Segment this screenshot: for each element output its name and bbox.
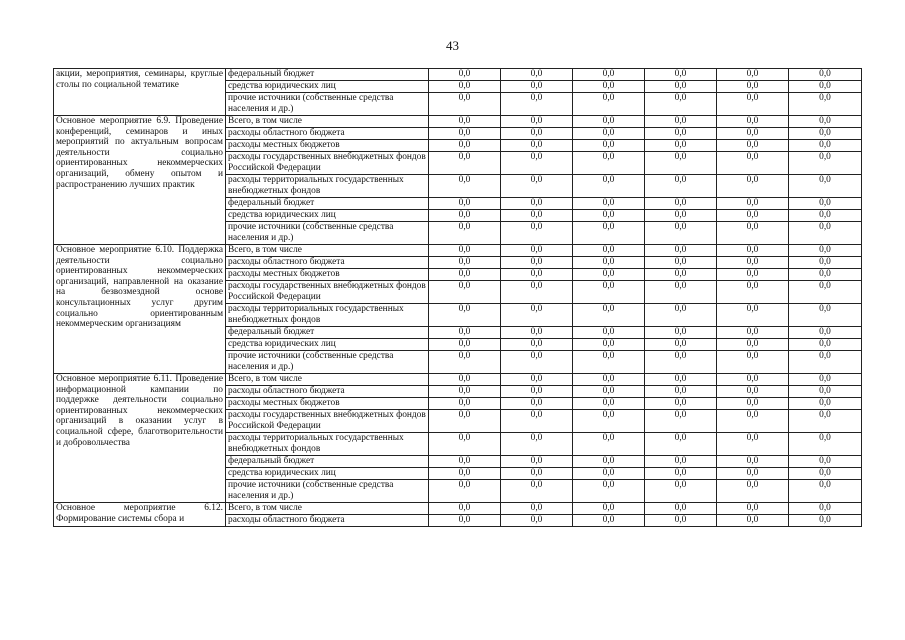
funding-source-other: прочие источники (собственные средства населения и др.) bbox=[226, 351, 429, 374]
amount-cell: 0,0 bbox=[645, 433, 717, 456]
amount-cell: 0,0 bbox=[789, 128, 862, 140]
activity-description: акции, мероприятия, семинары, круглые столы по социальной тематике bbox=[54, 69, 226, 116]
amount-cell: 0,0 bbox=[645, 257, 717, 269]
amount-cell: 0,0 bbox=[573, 398, 645, 410]
amount-cell: 0,0 bbox=[573, 245, 645, 257]
amount-cell: 0,0 bbox=[645, 152, 717, 175]
amount-cell: 0,0 bbox=[645, 93, 717, 116]
amount-cell: 0,0 bbox=[573, 269, 645, 281]
amount-cell: 0,0 bbox=[717, 81, 789, 93]
funding-source-federal: федеральный бюджет bbox=[226, 327, 429, 339]
amount-cell: 0,0 bbox=[501, 374, 573, 386]
amount-cell: 0,0 bbox=[429, 468, 501, 480]
amount-cell: 0,0 bbox=[573, 304, 645, 327]
amount-cell: 0,0 bbox=[429, 456, 501, 468]
amount-cell: 0,0 bbox=[789, 515, 862, 527]
amount-cell: 0,0 bbox=[573, 433, 645, 456]
amount-cell: 0,0 bbox=[429, 210, 501, 222]
amount-cell: 0,0 bbox=[789, 140, 862, 152]
amount-cell: 0,0 bbox=[573, 374, 645, 386]
amount-cell: 0,0 bbox=[501, 351, 573, 374]
funding-source-federal: федеральный бюджет bbox=[226, 69, 429, 81]
amount-cell: 0,0 bbox=[501, 198, 573, 210]
amount-cell: 0,0 bbox=[645, 304, 717, 327]
amount-cell: 0,0 bbox=[501, 245, 573, 257]
amount-cell: 0,0 bbox=[429, 93, 501, 116]
amount-cell: 0,0 bbox=[429, 81, 501, 93]
amount-cell: 0,0 bbox=[645, 351, 717, 374]
funding-source-local: расходы местных бюджетов bbox=[226, 140, 429, 152]
amount-cell: 0,0 bbox=[789, 304, 862, 327]
amount-cell: 0,0 bbox=[501, 257, 573, 269]
funding-source-legal: средства юридических лиц bbox=[226, 210, 429, 222]
amount-cell: 0,0 bbox=[717, 374, 789, 386]
budget-table bbox=[53, 68, 862, 527]
amount-cell: 0,0 bbox=[573, 210, 645, 222]
amount-cell: 0,0 bbox=[645, 468, 717, 480]
amount-cell: 0,0 bbox=[717, 503, 789, 515]
amount-cell: 0,0 bbox=[429, 374, 501, 386]
amount-cell: 0,0 bbox=[789, 398, 862, 410]
amount-cell: 0,0 bbox=[717, 398, 789, 410]
funding-source-legal: средства юридических лиц bbox=[226, 339, 429, 351]
amount-cell: 0,0 bbox=[573, 281, 645, 304]
funding-source-other: прочие источники (собственные средства населения и др.) bbox=[226, 93, 429, 116]
amount-cell: 0,0 bbox=[645, 456, 717, 468]
funding-source-federal: федеральный бюджет bbox=[226, 456, 429, 468]
amount-cell: 0,0 bbox=[717, 93, 789, 116]
amount-cell: 0,0 bbox=[429, 433, 501, 456]
amount-cell: 0,0 bbox=[429, 480, 501, 503]
page-number: 43 bbox=[446, 38, 459, 53]
amount-cell: 0,0 bbox=[717, 152, 789, 175]
amount-cell: 0,0 bbox=[645, 81, 717, 93]
amount-cell: 0,0 bbox=[429, 339, 501, 351]
amount-cell: 0,0 bbox=[573, 327, 645, 339]
funding-source-total: Всего, в том числе bbox=[226, 116, 429, 128]
amount-cell: 0,0 bbox=[717, 128, 789, 140]
amount-cell: 0,0 bbox=[789, 433, 862, 456]
amount-cell: 0,0 bbox=[789, 222, 862, 245]
amount-cell: 0,0 bbox=[789, 269, 862, 281]
amount-cell: 0,0 bbox=[717, 386, 789, 398]
amount-cell: 0,0 bbox=[645, 327, 717, 339]
amount-cell: 0,0 bbox=[573, 81, 645, 93]
amount-cell: 0,0 bbox=[573, 339, 645, 351]
amount-cell: 0,0 bbox=[573, 128, 645, 140]
amount-cell: 0,0 bbox=[573, 410, 645, 433]
amount-cell: 0,0 bbox=[789, 351, 862, 374]
amount-cell: 0,0 bbox=[717, 257, 789, 269]
amount-cell: 0,0 bbox=[717, 210, 789, 222]
amount-cell: 0,0 bbox=[429, 327, 501, 339]
amount-cell: 0,0 bbox=[645, 386, 717, 398]
amount-cell: 0,0 bbox=[789, 503, 862, 515]
amount-cell: 0,0 bbox=[501, 81, 573, 93]
amount-cell: 0,0 bbox=[501, 480, 573, 503]
amount-cell: 0,0 bbox=[573, 140, 645, 152]
amount-cell: 0,0 bbox=[717, 69, 789, 81]
amount-cell: 0,0 bbox=[717, 410, 789, 433]
amount-cell: 0,0 bbox=[429, 69, 501, 81]
amount-cell: 0,0 bbox=[717, 222, 789, 245]
amount-cell: 0,0 bbox=[429, 269, 501, 281]
amount-cell: 0,0 bbox=[645, 398, 717, 410]
amount-cell: 0,0 bbox=[717, 339, 789, 351]
amount-cell: 0,0 bbox=[501, 456, 573, 468]
funding-source-territorial: расходы территориальных государственных внебюджетных фондов bbox=[226, 175, 429, 198]
amount-cell: 0,0 bbox=[645, 140, 717, 152]
amount-cell: 0,0 bbox=[501, 327, 573, 339]
table-row bbox=[54, 245, 862, 257]
amount-cell: 0,0 bbox=[789, 339, 862, 351]
funding-source-legal: средства юридических лиц bbox=[226, 468, 429, 480]
amount-cell: 0,0 bbox=[717, 515, 789, 527]
amount-cell: 0,0 bbox=[789, 198, 862, 210]
amount-cell: 0,0 bbox=[789, 116, 862, 128]
amount-cell: 0,0 bbox=[429, 503, 501, 515]
amount-cell: 0,0 bbox=[717, 281, 789, 304]
amount-cell: 0,0 bbox=[573, 152, 645, 175]
amount-cell: 0,0 bbox=[645, 198, 717, 210]
amount-cell: 0,0 bbox=[645, 175, 717, 198]
amount-cell: 0,0 bbox=[789, 386, 862, 398]
amount-cell: 0,0 bbox=[645, 269, 717, 281]
amount-cell: 0,0 bbox=[717, 175, 789, 198]
amount-cell: 0,0 bbox=[645, 374, 717, 386]
amount-cell: 0,0 bbox=[429, 281, 501, 304]
funding-source-other: прочие источники (собственные средства населения и др.) bbox=[226, 480, 429, 503]
amount-cell: 0,0 bbox=[501, 515, 573, 527]
funding-source-extrabudget: расходы государственных внебюджетных фондов Российской Федерации bbox=[226, 410, 429, 433]
amount-cell: 0,0 bbox=[573, 175, 645, 198]
amount-cell: 0,0 bbox=[501, 175, 573, 198]
funding-source-total: Всего, в том числе bbox=[226, 374, 429, 386]
amount-cell: 0,0 bbox=[717, 140, 789, 152]
amount-cell: 0,0 bbox=[573, 222, 645, 245]
amount-cell: 0,0 bbox=[789, 175, 862, 198]
amount-cell: 0,0 bbox=[789, 468, 862, 480]
amount-cell: 0,0 bbox=[501, 304, 573, 327]
amount-cell: 0,0 bbox=[789, 480, 862, 503]
activity-description: Основное мероприятие 6.11. Проведение информационной кампании по поддержке деятельности социально ориентированных некоммерческих организаций в оказании услуг в социальной сфере, благотворительности и добровольчества bbox=[54, 374, 226, 503]
amount-cell: 0,0 bbox=[501, 69, 573, 81]
amount-cell: 0,0 bbox=[717, 456, 789, 468]
funding-source-total: Всего, в том числе bbox=[226, 245, 429, 257]
amount-cell: 0,0 bbox=[429, 410, 501, 433]
amount-cell: 0,0 bbox=[717, 245, 789, 257]
amount-cell: 0,0 bbox=[501, 410, 573, 433]
amount-cell: 0,0 bbox=[429, 140, 501, 152]
funding-source-local: расходы местных бюджетов bbox=[226, 269, 429, 281]
amount-cell: 0,0 bbox=[501, 433, 573, 456]
amount-cell: 0,0 bbox=[645, 69, 717, 81]
funding-source-regional: расходы областного бюджета bbox=[226, 257, 429, 269]
amount-cell: 0,0 bbox=[501, 116, 573, 128]
amount-cell: 0,0 bbox=[429, 304, 501, 327]
amount-cell: 0,0 bbox=[717, 480, 789, 503]
amount-cell: 0,0 bbox=[501, 152, 573, 175]
amount-cell: 0,0 bbox=[501, 503, 573, 515]
table-row bbox=[54, 503, 862, 515]
funding-source-regional: расходы областного бюджета bbox=[226, 386, 429, 398]
amount-cell: 0,0 bbox=[501, 468, 573, 480]
amount-cell: 0,0 bbox=[573, 69, 645, 81]
activity-description: Основное мероприятие 6.12. Формирование системы сбора и bbox=[54, 503, 226, 527]
amount-cell: 0,0 bbox=[573, 93, 645, 116]
amount-cell: 0,0 bbox=[429, 351, 501, 374]
amount-cell: 0,0 bbox=[573, 351, 645, 374]
amount-cell: 0,0 bbox=[789, 93, 862, 116]
amount-cell: 0,0 bbox=[789, 281, 862, 304]
amount-cell: 0,0 bbox=[429, 175, 501, 198]
funding-source-total: Всего, в том числе bbox=[226, 503, 429, 515]
amount-cell: 0,0 bbox=[429, 386, 501, 398]
amount-cell: 0,0 bbox=[429, 152, 501, 175]
amount-cell: 0,0 bbox=[645, 245, 717, 257]
amount-cell: 0,0 bbox=[645, 410, 717, 433]
amount-cell: 0,0 bbox=[789, 69, 862, 81]
amount-cell: 0,0 bbox=[645, 339, 717, 351]
amount-cell: 0,0 bbox=[717, 304, 789, 327]
amount-cell: 0,0 bbox=[573, 116, 645, 128]
amount-cell: 0,0 bbox=[573, 468, 645, 480]
amount-cell: 0,0 bbox=[429, 398, 501, 410]
amount-cell: 0,0 bbox=[717, 468, 789, 480]
amount-cell: 0,0 bbox=[573, 456, 645, 468]
amount-cell: 0,0 bbox=[573, 480, 645, 503]
amount-cell: 0,0 bbox=[429, 515, 501, 527]
amount-cell: 0,0 bbox=[717, 433, 789, 456]
activity-description: Основное мероприятие 6.9. Проведение конференций, семинаров и иных мероприятий по актуальным вопросам деятельности социально ориентированных некоммерческих организаций, обмену опытом и распространению лучших практик bbox=[54, 116, 226, 245]
amount-cell: 0,0 bbox=[645, 281, 717, 304]
amount-cell: 0,0 bbox=[645, 222, 717, 245]
amount-cell: 0,0 bbox=[429, 222, 501, 245]
funding-source-local: расходы местных бюджетов bbox=[226, 398, 429, 410]
amount-cell: 0,0 bbox=[573, 386, 645, 398]
amount-cell: 0,0 bbox=[717, 351, 789, 374]
amount-cell: 0,0 bbox=[645, 116, 717, 128]
table-row bbox=[54, 69, 862, 81]
amount-cell: 0,0 bbox=[501, 339, 573, 351]
activity-description: Основное мероприятие 6.10. Поддержка деятельности социально ориентированных некоммерческих организаций, направленной на оказание на безвозмездной основе консультационных услуг другим социально ориентированным некоммерческим организациям bbox=[54, 245, 226, 374]
amount-cell: 0,0 bbox=[573, 503, 645, 515]
amount-cell: 0,0 bbox=[501, 222, 573, 245]
table-row bbox=[54, 116, 862, 128]
funding-source-extrabudget: расходы государственных внебюджетных фондов Российской Федерации bbox=[226, 281, 429, 304]
amount-cell: 0,0 bbox=[501, 281, 573, 304]
amount-cell: 0,0 bbox=[429, 116, 501, 128]
amount-cell: 0,0 bbox=[501, 93, 573, 116]
amount-cell: 0,0 bbox=[429, 128, 501, 140]
amount-cell: 0,0 bbox=[717, 327, 789, 339]
funding-source-regional: расходы областного бюджета bbox=[226, 515, 429, 527]
amount-cell: 0,0 bbox=[789, 152, 862, 175]
amount-cell: 0,0 bbox=[501, 210, 573, 222]
amount-cell: 0,0 bbox=[717, 116, 789, 128]
amount-cell: 0,0 bbox=[501, 128, 573, 140]
amount-cell: 0,0 bbox=[789, 327, 862, 339]
funding-source-regional: расходы областного бюджета bbox=[226, 128, 429, 140]
amount-cell: 0,0 bbox=[573, 515, 645, 527]
amount-cell: 0,0 bbox=[789, 374, 862, 386]
amount-cell: 0,0 bbox=[501, 398, 573, 410]
funding-source-extrabudget: расходы государственных внебюджетных фондов Российской Федерации bbox=[226, 152, 429, 175]
amount-cell: 0,0 bbox=[645, 210, 717, 222]
amount-cell: 0,0 bbox=[645, 128, 717, 140]
amount-cell: 0,0 bbox=[645, 515, 717, 527]
amount-cell: 0,0 bbox=[645, 480, 717, 503]
amount-cell: 0,0 bbox=[501, 386, 573, 398]
funding-source-other: прочие источники (собственные средства населения и др.) bbox=[226, 222, 429, 245]
funding-source-territorial: расходы территориальных государственных внебюджетных фондов bbox=[226, 433, 429, 456]
amount-cell: 0,0 bbox=[789, 245, 862, 257]
amount-cell: 0,0 bbox=[717, 198, 789, 210]
amount-cell: 0,0 bbox=[429, 245, 501, 257]
amount-cell: 0,0 bbox=[789, 257, 862, 269]
amount-cell: 0,0 bbox=[573, 198, 645, 210]
amount-cell: 0,0 bbox=[573, 257, 645, 269]
amount-cell: 0,0 bbox=[717, 269, 789, 281]
funding-source-territorial: расходы территориальных государственных внебюджетных фондов bbox=[226, 304, 429, 327]
amount-cell: 0,0 bbox=[429, 257, 501, 269]
amount-cell: 0,0 bbox=[501, 140, 573, 152]
funding-source-federal: федеральный бюджет bbox=[226, 198, 429, 210]
amount-cell: 0,0 bbox=[789, 410, 862, 433]
table-row bbox=[54, 374, 862, 386]
amount-cell: 0,0 bbox=[789, 81, 862, 93]
amount-cell: 0,0 bbox=[789, 210, 862, 222]
funding-source-legal: средства юридических лиц bbox=[226, 81, 429, 93]
amount-cell: 0,0 bbox=[789, 456, 862, 468]
amount-cell: 0,0 bbox=[645, 503, 717, 515]
amount-cell: 0,0 bbox=[501, 269, 573, 281]
amount-cell: 0,0 bbox=[429, 198, 501, 210]
